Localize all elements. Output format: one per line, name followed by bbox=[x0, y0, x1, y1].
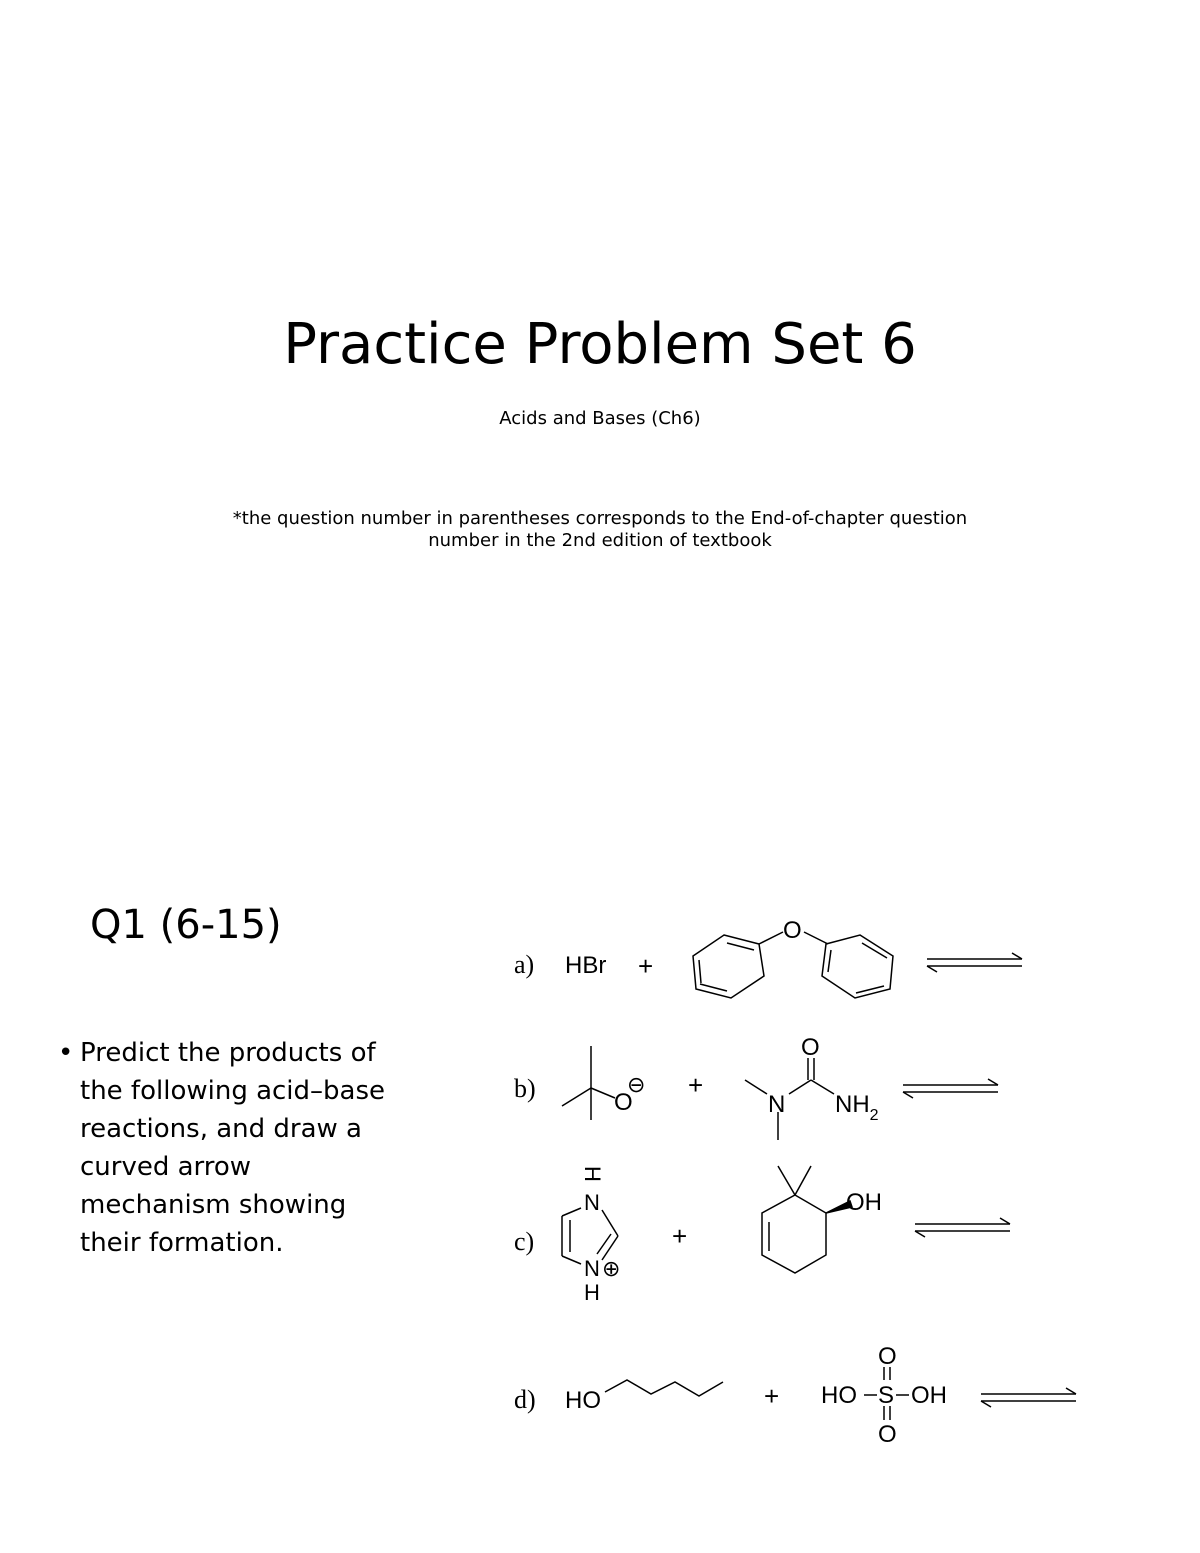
reaction-d bbox=[514, 1343, 1076, 1448]
plus-sign-b: + bbox=[688, 1070, 704, 1100]
equilibrium-arrow-b bbox=[903, 1079, 998, 1098]
sulfuric-ho: HO bbox=[821, 1382, 857, 1409]
reaction-b bbox=[514, 1034, 998, 1140]
reaction-a bbox=[514, 917, 1022, 998]
carbonyl-oxygen: O bbox=[801, 1034, 820, 1061]
sulfuric-o-bottom: O bbox=[878, 1421, 897, 1448]
ether-oxygen: O bbox=[783, 917, 802, 944]
amine-nh: NH bbox=[835, 1091, 870, 1118]
plus-sign-c: + bbox=[672, 1221, 688, 1251]
reaction-c-label: c) bbox=[514, 1227, 535, 1256]
sulfuric-oh: OH bbox=[911, 1382, 947, 1409]
page-subtitle: Acids and Bases (Ch6) bbox=[499, 408, 701, 429]
page-title: Practice Problem Set 6 bbox=[283, 312, 917, 377]
reaction-b-label: b) bbox=[514, 1074, 536, 1103]
amine-group bbox=[835, 1091, 879, 1124]
equilibrium-arrow-c bbox=[915, 1218, 1010, 1237]
butanol-hydroxyl: HO bbox=[565, 1387, 601, 1414]
cyclohexenol-structure bbox=[762, 1166, 852, 1273]
imidazole-n-bottom: N bbox=[584, 1256, 600, 1281]
amine-subscript: 2 bbox=[869, 1107, 879, 1124]
question-heading: Q1 (6-15) bbox=[90, 902, 282, 948]
equilibrium-arrow-d bbox=[981, 1388, 1076, 1407]
imidazole-h-bottom: H bbox=[584, 1280, 600, 1305]
equilibrium-arrow-a bbox=[927, 953, 1022, 972]
bullet-dot: • bbox=[58, 1038, 74, 1068]
butanol-chain bbox=[605, 1380, 723, 1396]
bullet-text: Predict the products of the following acid–base reactions, and draw a curved arrow mechanism showing their formation. bbox=[80, 1038, 386, 1258]
sulfur-atom: S bbox=[878, 1382, 895, 1409]
imidazole-n-top: N bbox=[584, 1190, 600, 1215]
positive-charge: ⊕ bbox=[602, 1256, 621, 1281]
imidazole-h-top: H bbox=[580, 1166, 605, 1182]
sulfuric-o-top: O bbox=[878, 1343, 897, 1370]
reaction-c bbox=[514, 1166, 1010, 1305]
footnote-line-2: number in the 2nd edition of textbook bbox=[428, 530, 772, 551]
hbr-formula: HBr bbox=[565, 952, 607, 979]
negative-charge: ⊖ bbox=[627, 1072, 646, 1097]
alkoxide-oxygen: O bbox=[614, 1089, 633, 1116]
dimethyl-nitrogen: N bbox=[768, 1091, 786, 1118]
footnote-line-1: *the question number in parentheses corresponds to the End-of-chapter question bbox=[232, 508, 968, 529]
reaction-d-label: d) bbox=[514, 1385, 536, 1414]
reaction-a-label: a) bbox=[514, 950, 535, 979]
hydroxyl-group: OH bbox=[846, 1189, 882, 1216]
plus-sign-d: + bbox=[764, 1381, 780, 1411]
tert-butoxide-structure bbox=[562, 1046, 615, 1120]
plus-sign-a: + bbox=[638, 951, 654, 981]
urea-structure bbox=[745, 1058, 834, 1140]
